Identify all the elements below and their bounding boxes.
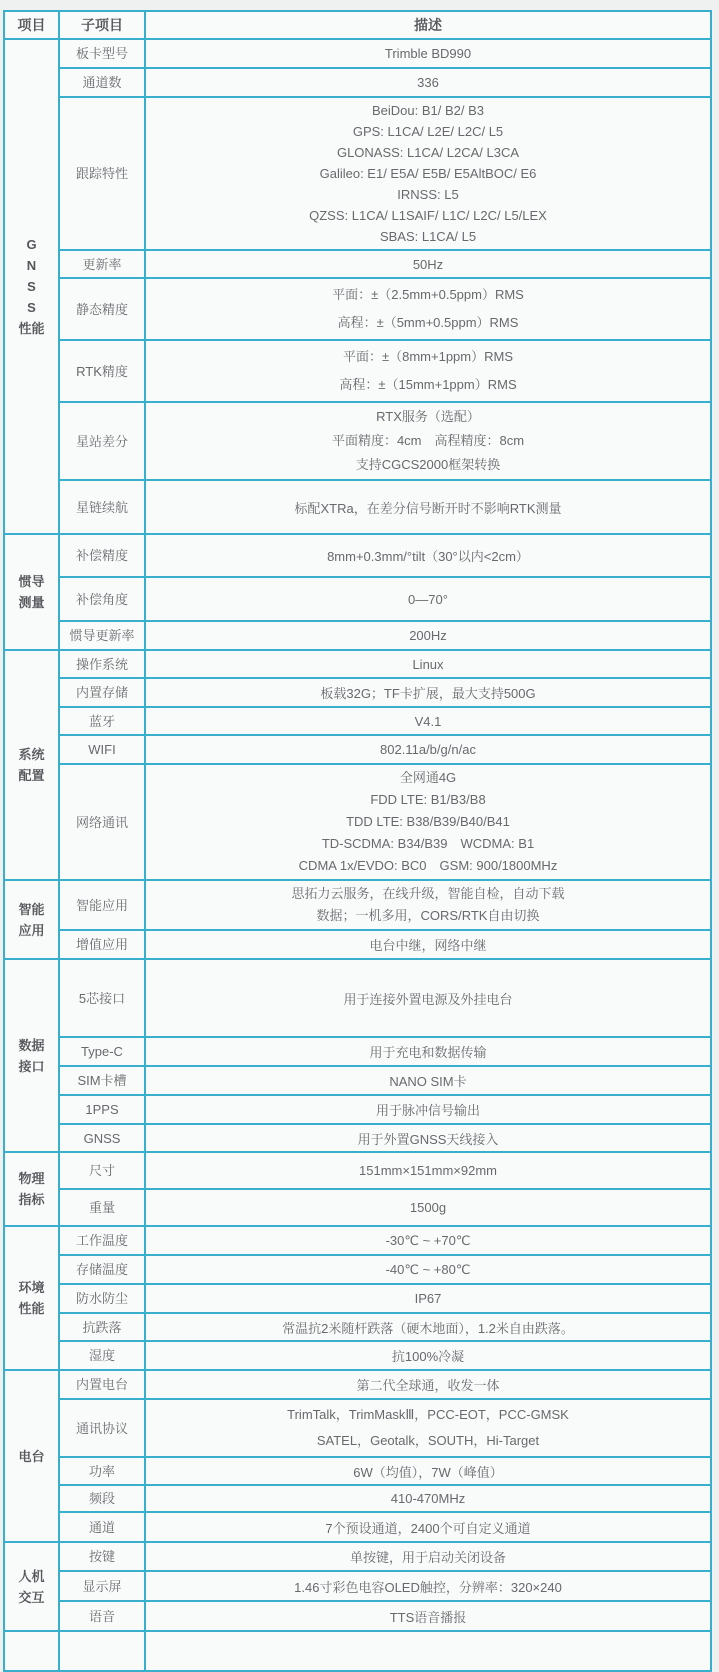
- row-desc-static-accuracy: [145, 278, 711, 340]
- desc-line: 全网通4G: [399, 770, 457, 785]
- desc-line: Galileo: E1/ E5A/ E5B/ E5AltBOC/ E6: [319, 166, 537, 181]
- table-row: [4, 650, 711, 678]
- desc-line: 平面精度：4cm 高程精度：8cm: [331, 433, 525, 448]
- group-label-line: 系统: [18, 747, 45, 762]
- row-label-radio-power: 功率: [59, 1457, 145, 1485]
- row-label-xtra-service: 星链续航: [59, 480, 145, 534]
- row-label-wifi: WIFI: [59, 735, 145, 764]
- table-row: [4, 621, 711, 650]
- group-label-line: G: [26, 237, 37, 252]
- column-header-item: 项目: [4, 11, 59, 39]
- table-row: [4, 1284, 711, 1313]
- row-desc-power-button: 单按键，用于启动关闭设备: [145, 1542, 711, 1571]
- row-label-cellular: 网络通讯: [59, 764, 145, 880]
- table-row: [4, 1189, 711, 1226]
- row-label-tilt-angle: 补偿角度: [59, 577, 145, 621]
- table-row: [4, 1226, 711, 1255]
- group-label-line: 交互: [18, 1589, 45, 1605]
- desc-line: GPS: L1CA/ L2E/ L2C/ L5: [352, 124, 504, 139]
- desc-line: TDD LTE: B38/B39/B40/B41: [346, 814, 510, 829]
- table-row: [4, 97, 711, 250]
- table-row: [4, 68, 711, 97]
- row-label-static-accuracy: 静态精度: [59, 278, 145, 340]
- row-label-rtk-accuracy: RTK精度: [59, 340, 145, 402]
- row-desc-os: Linux: [145, 650, 711, 678]
- row-label-5pin-port: 5芯接口: [59, 959, 145, 1037]
- group-label-gnss-performance: [4, 39, 59, 534]
- row-label-radio-band: 频段: [59, 1485, 145, 1512]
- row-desc-partial: [145, 1631, 711, 1671]
- row-desc-bluetooth: V4.1: [145, 707, 711, 735]
- row-desc-drop-resistance: 常温抗2米随杆跌落（硬木地面），1.2米自由跌落。: [145, 1313, 711, 1341]
- group-label-smart-apps: [4, 880, 59, 959]
- row-label-1pps: 1PPS: [59, 1095, 145, 1124]
- row-desc-smart-app: [145, 880, 711, 930]
- group-label-radio: [4, 1370, 59, 1542]
- table-row: [4, 39, 711, 68]
- row-desc-tilt-accuracy: 8mm+0.3mm/°tilt（30°以内<2cm）: [145, 534, 711, 577]
- table-row: [4, 1124, 711, 1152]
- table-row: [4, 1601, 711, 1631]
- row-desc-tilt-angle: 0—70°: [145, 577, 711, 621]
- row-label-smart-app: 智能应用: [59, 880, 145, 930]
- row-label-voice: 语音: [59, 1601, 145, 1631]
- table-row: [4, 1313, 711, 1341]
- desc-line: GLONASS: L1CA/ L2CA/ L3CA: [336, 145, 520, 160]
- group-label-line: 指标: [18, 1192, 45, 1207]
- desc-line: 思拓力云服务，在线升级，智能自检，自动下载: [291, 886, 565, 901]
- row-desc-type-c: 用于充电和数据传输: [145, 1037, 711, 1066]
- row-label-sim-slot: SIM卡槽: [59, 1066, 145, 1095]
- row-desc-rtx-service: [145, 402, 711, 480]
- row-desc-xtra-service: 标配XTRa，在差分信号断开时不影响RTK测量: [145, 480, 711, 534]
- row-label-storage-temp: 存储温度: [59, 1255, 145, 1284]
- row-desc-internal-radio: 第二代全球通，收发一体: [145, 1370, 711, 1399]
- row-label-ip-rating: 防水防尘: [59, 1284, 145, 1313]
- desc-line: 平面：±（8mm+1ppm）RMS: [342, 349, 514, 364]
- desc-line: RTX服务（选配）: [376, 409, 480, 424]
- group-label-line: 数据: [18, 1037, 45, 1053]
- group-label-line: 性能: [18, 321, 45, 336]
- spec-table: [3, 10, 712, 1672]
- row-desc-sim-slot: NANO SIM卡: [145, 1066, 711, 1095]
- row-desc-tracking-signals: [145, 97, 711, 250]
- table-row: [4, 1399, 711, 1457]
- table-row: [4, 1542, 711, 1571]
- table-row: [4, 402, 711, 480]
- table-row: [4, 534, 711, 577]
- row-label-rtx-service: 星站差分: [59, 402, 145, 480]
- row-label-drop-resistance: 抗跌落: [59, 1313, 145, 1341]
- group-label-partial: [4, 1631, 59, 1671]
- row-label-board-model: 板卡型号: [59, 39, 145, 68]
- group-label-line: 惯导: [18, 574, 45, 589]
- row-label-dimensions: 尺寸: [59, 1152, 145, 1189]
- table-row: [4, 480, 711, 534]
- group-label-line: 环境: [18, 1280, 45, 1295]
- group-label-environmental: [4, 1226, 59, 1370]
- table-row: [4, 278, 711, 340]
- group-label-system-config: [4, 650, 59, 880]
- desc-line: TrimTalk，TrimMaskⅢ，PCC-EOT，PCC-GMSK: [287, 1407, 569, 1422]
- row-desc-wifi: 802.11a/b/g/n/ac: [145, 735, 711, 764]
- table-row: [4, 880, 711, 930]
- row-label-type-c: Type-C: [59, 1037, 145, 1066]
- row-desc-cellular: [145, 764, 711, 880]
- group-label-line: N: [26, 258, 37, 273]
- row-desc-radio-channels: 7个预设通道，2400个可自定义通道: [145, 1512, 711, 1542]
- row-label-tracking-signals: 跟踪特性: [59, 97, 145, 250]
- table-row: [4, 1095, 711, 1124]
- group-label-line: 应用: [18, 922, 45, 938]
- row-label-bluetooth: 蓝牙: [59, 707, 145, 735]
- desc-line: 高程：±（5mm+0.5ppm）RMS: [337, 315, 519, 330]
- table-row: [4, 930, 711, 959]
- group-label-imu: [4, 534, 59, 650]
- table-row: [4, 577, 711, 621]
- group-label-line: 人机: [18, 1568, 45, 1584]
- table-row: [4, 340, 711, 402]
- row-desc-update-rate: 50Hz: [145, 250, 711, 278]
- row-desc-5pin-port: 用于连接外置电源及外挂电台: [145, 959, 711, 1037]
- group-label-line: 电台: [18, 1448, 45, 1464]
- row-label-power-button: 按键: [59, 1542, 145, 1571]
- table-row: [4, 959, 711, 1037]
- row-desc-radio-protocols: [145, 1399, 711, 1457]
- row-label-update-rate: 更新率: [59, 250, 145, 278]
- row-label-os: 操作系统: [59, 650, 145, 678]
- row-label-display: 显示屏: [59, 1571, 145, 1601]
- table-row: [4, 1037, 711, 1066]
- row-label-channel-count: 通道数: [59, 68, 145, 97]
- group-label-line: S: [27, 300, 36, 315]
- desc-line: 高程：±（15mm+1ppm）RMS: [339, 377, 517, 392]
- table-row: [4, 1370, 711, 1399]
- desc-line: FDD LTE: B1/B3/B8: [370, 792, 486, 807]
- row-desc-storage-temp: -40℃ ~ +80℃: [145, 1255, 711, 1284]
- row-desc-humidity: 抗100%冷凝: [145, 1341, 711, 1370]
- desc-line: TD-SCDMA: B34/B39 WCDMA: B1: [321, 836, 535, 851]
- row-label-operating-temp: 工作温度: [59, 1226, 145, 1255]
- table-row: [4, 735, 711, 764]
- table-row: [4, 1341, 711, 1370]
- desc-line: 平面：±（2.5mm+0.5ppm）RMS: [332, 287, 524, 302]
- row-label-imu-update-rate: 惯导更新率: [59, 621, 145, 650]
- column-header-desc: 描述: [145, 11, 711, 39]
- row-desc-operating-temp: -30℃ ~ +70℃: [145, 1226, 711, 1255]
- table-row: [4, 1485, 711, 1512]
- row-desc-radio-band: 410-470MHz: [145, 1485, 711, 1512]
- row-label-partial: [59, 1631, 145, 1671]
- table-row: [4, 1512, 711, 1542]
- row-desc-ip-rating: IP67: [145, 1284, 711, 1313]
- row-label-storage: 内置存储: [59, 678, 145, 707]
- row-desc-voice: TTS语音播报: [145, 1601, 711, 1631]
- row-label-tilt-accuracy: 补偿精度: [59, 534, 145, 577]
- header-row: [4, 11, 711, 39]
- desc-line: CDMA 1x/EVDO: BC0 GSM: 900/1800MHz: [298, 858, 558, 873]
- row-desc-channel-count: 336: [145, 68, 711, 97]
- desc-line: 数据；一机多用，CORS/RTK自由切换: [316, 908, 540, 923]
- desc-line: BeiDou: B1/ B2/ B3: [371, 103, 484, 118]
- table-row: [4, 707, 711, 735]
- desc-line: IRNSS: L5: [397, 187, 459, 202]
- group-label-physical: [4, 1152, 59, 1226]
- table-row: [4, 1066, 711, 1095]
- table-row: [4, 764, 711, 880]
- table-row: [4, 1152, 711, 1189]
- row-desc-imu-update-rate: 200Hz: [145, 621, 711, 650]
- desc-line: SBAS: L1CA/ L5: [379, 229, 477, 244]
- table-row: [4, 1255, 711, 1284]
- table-row: [4, 1457, 711, 1485]
- row-label-internal-radio: 内置电台: [59, 1370, 145, 1399]
- row-label-weight: 重量: [59, 1189, 145, 1226]
- row-desc-display: 1.46寸彩色电容OLED触控，分辨率：320×240: [145, 1571, 711, 1601]
- table-row-partial: [4, 1631, 711, 1671]
- row-desc-rtk-accuracy: [145, 340, 711, 402]
- row-desc-value-added-app: 电台中继，网络中继: [145, 930, 711, 959]
- row-label-radio-protocols: 通讯协议: [59, 1399, 145, 1457]
- column-header-subitem: 子项目: [59, 11, 145, 39]
- group-label-line: 测量: [18, 595, 45, 610]
- row-desc-radio-power: 6W（均值），7W（峰值）: [145, 1457, 711, 1485]
- row-label-gnss-port: GNSS: [59, 1124, 145, 1152]
- table-row: [4, 250, 711, 278]
- row-desc-board-model: Trimble BD990: [145, 39, 711, 68]
- table-row: [4, 1571, 711, 1601]
- row-label-radio-channels: 通道: [59, 1512, 145, 1542]
- row-label-value-added-app: 增值应用: [59, 930, 145, 959]
- desc-line: QZSS: L1CA/ L1SAIF/ L1C/ L2C/ L5/LEX: [309, 208, 547, 223]
- row-desc-gnss-port: 用于外置GNSS天线接入: [145, 1124, 711, 1152]
- group-label-data-ports: [4, 959, 59, 1152]
- desc-line: 支持CGCS2000框架转换: [355, 457, 501, 472]
- group-label-hmi: [4, 1542, 59, 1631]
- group-label-line: 性能: [18, 1301, 45, 1316]
- group-label-line: 智能: [18, 901, 45, 917]
- group-label-line: 物理: [18, 1171, 45, 1186]
- group-label-line: 接口: [18, 1058, 45, 1074]
- row-desc-weight: 1500g: [145, 1189, 711, 1226]
- group-label-line: 配置: [18, 768, 45, 783]
- desc-line: SATEL，Geotalk，SOUTH，Hi-Target: [316, 1433, 540, 1448]
- row-desc-dimensions: 151mm×151mm×92mm: [145, 1152, 711, 1189]
- row-label-humidity: 湿度: [59, 1341, 145, 1370]
- group-label-line: S: [27, 279, 36, 294]
- row-desc-1pps: 用于脉冲信号输出: [145, 1095, 711, 1124]
- table-row: [4, 678, 711, 707]
- row-desc-storage: 板载32G；TF卡扩展，最大支持500G: [145, 678, 711, 707]
